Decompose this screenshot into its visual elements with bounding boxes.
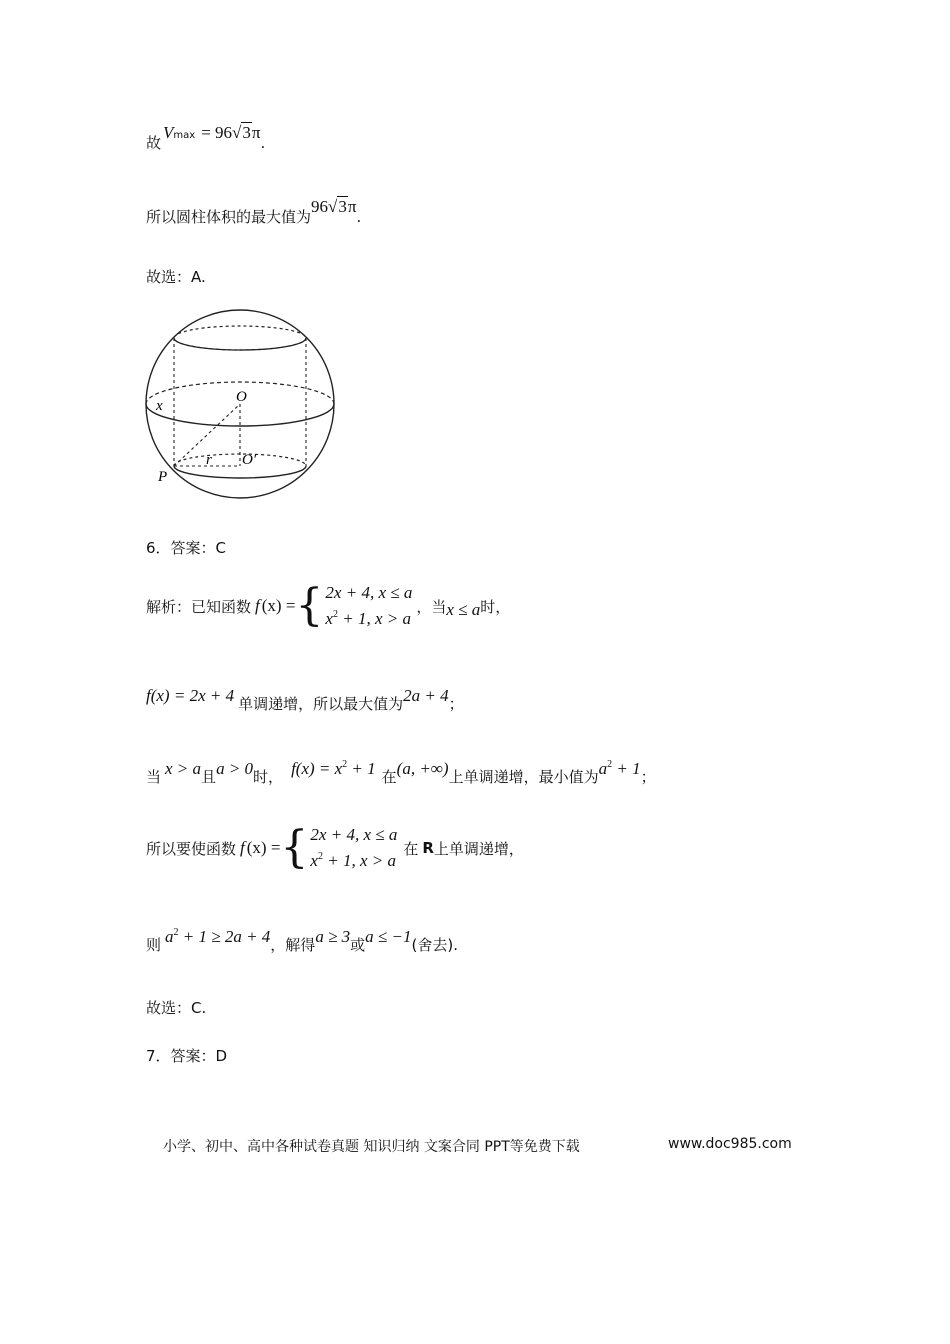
text-then: 则 (146, 936, 162, 954)
text-make-function: 所以要使函数 (146, 839, 237, 858)
text-R: R (422, 839, 434, 857)
text-increasing-min: 上单调递增，最小值为 (448, 768, 599, 786)
text-semicolon: ； (448, 695, 464, 713)
math-paren-x: (x) = (261, 596, 296, 615)
text-period: . (260, 134, 266, 152)
math-cond: x ≤ a (446, 600, 481, 619)
text-solve: ，解得 (270, 936, 316, 954)
text-discard: (舍去). (411, 936, 458, 954)
cylinder-bottom-front-arc (174, 466, 306, 478)
label-r: r (206, 452, 212, 468)
increasing-max-line (146, 685, 464, 713)
q6-answer-label: 6．答案：C (146, 539, 227, 557)
math-min-value: $a^2 + 1$ (598, 759, 641, 778)
sqrt-sign: √ (328, 197, 338, 216)
brace-symbol: { (295, 580, 324, 631)
piecewise-function (280, 824, 397, 872)
case-one: 2x + 4, x ≤ a (310, 825, 398, 844)
case-one: 2x + 4, x ≤ a (325, 583, 413, 602)
sqrt-3: 3 (242, 123, 251, 142)
math-fx-linear: f(x) = 2x + 4 (146, 686, 235, 705)
math-sub-max: max (173, 130, 196, 141)
monotone-condition-line (146, 824, 524, 872)
math-pi: π (347, 197, 357, 216)
math-cond2: a > 0 (216, 759, 254, 778)
text-time: 时， (480, 597, 511, 616)
max-volume-line (146, 196, 362, 226)
text-when: 当 (146, 768, 162, 786)
cylinder-top-front-arc (174, 338, 306, 350)
case-two: $x^2 + 1$, x > a (310, 851, 396, 870)
quadratic-min-line (146, 758, 656, 786)
answer-choice-c: 故选：C. (146, 999, 207, 1017)
label-o-prime: O′ (242, 452, 257, 468)
math-inequality: $a^2 + 1 \ge 2a + 4$ (165, 927, 271, 946)
label-p: P (158, 469, 168, 485)
math-cond1: x > a (165, 759, 202, 778)
text-increasing-max: 单调递增，所以最大值为 (238, 695, 404, 713)
text-when: ，当 (416, 597, 447, 616)
text-time: 时， (253, 768, 284, 786)
text-or: 或 (350, 936, 366, 954)
math-solution-1: a ≥ 3 (315, 927, 351, 946)
q6-analysis-line (146, 582, 510, 630)
math-fx-quad: $f(x) = x^2 + 1$ (291, 759, 376, 778)
text-therefore: 故 (146, 134, 162, 152)
q7-answer-label: 7．答案：D (146, 1047, 228, 1065)
math-f: f (240, 838, 245, 857)
vmax-result-line (146, 122, 266, 152)
math-v: V (163, 123, 174, 142)
footer-url[interactable]: www.doc985.com (668, 1136, 792, 1152)
text-max-volume: 所以圆柱体积的最大值为 (146, 208, 312, 226)
text-in: 在 (381, 768, 397, 786)
text-semicolon: ； (640, 768, 656, 786)
math-pi: π (251, 123, 261, 142)
brace-symbol: { (280, 822, 309, 873)
sqrt-sign: √ (232, 123, 242, 142)
label-x: x (156, 398, 163, 414)
label-o: O (236, 389, 247, 405)
math-f: f (255, 596, 260, 615)
text-increasing: 上单调递增， (433, 839, 524, 858)
case-two: $x^2 + 1$, x > a (325, 609, 411, 628)
footer-text: 小学、初中、高中各种试卷真题 知识归纳 文案合同 PPT等免费下载 (163, 1139, 580, 1155)
text-and: 且 (201, 768, 217, 786)
math-solution-2: a ≤ −1 (365, 927, 412, 946)
math-eq-96: = 96 (201, 123, 233, 142)
math-paren-x: (x) = (246, 838, 281, 857)
math-interval: (a, +∞) (396, 759, 449, 778)
text-analysis: 解析：已知函数 (146, 597, 252, 616)
piecewise-function (295, 582, 412, 630)
math-max-value: 2a + 4 (403, 686, 449, 705)
sqrt-3: 3 (338, 197, 347, 216)
sphere-cylinder-figure (140, 306, 350, 502)
answer-choice-a: 故选：A. (146, 268, 206, 286)
math-96: 96 (311, 197, 329, 216)
solve-inequality-line (146, 926, 458, 954)
text-on: 在 (403, 839, 419, 858)
text-period: . (356, 208, 362, 226)
